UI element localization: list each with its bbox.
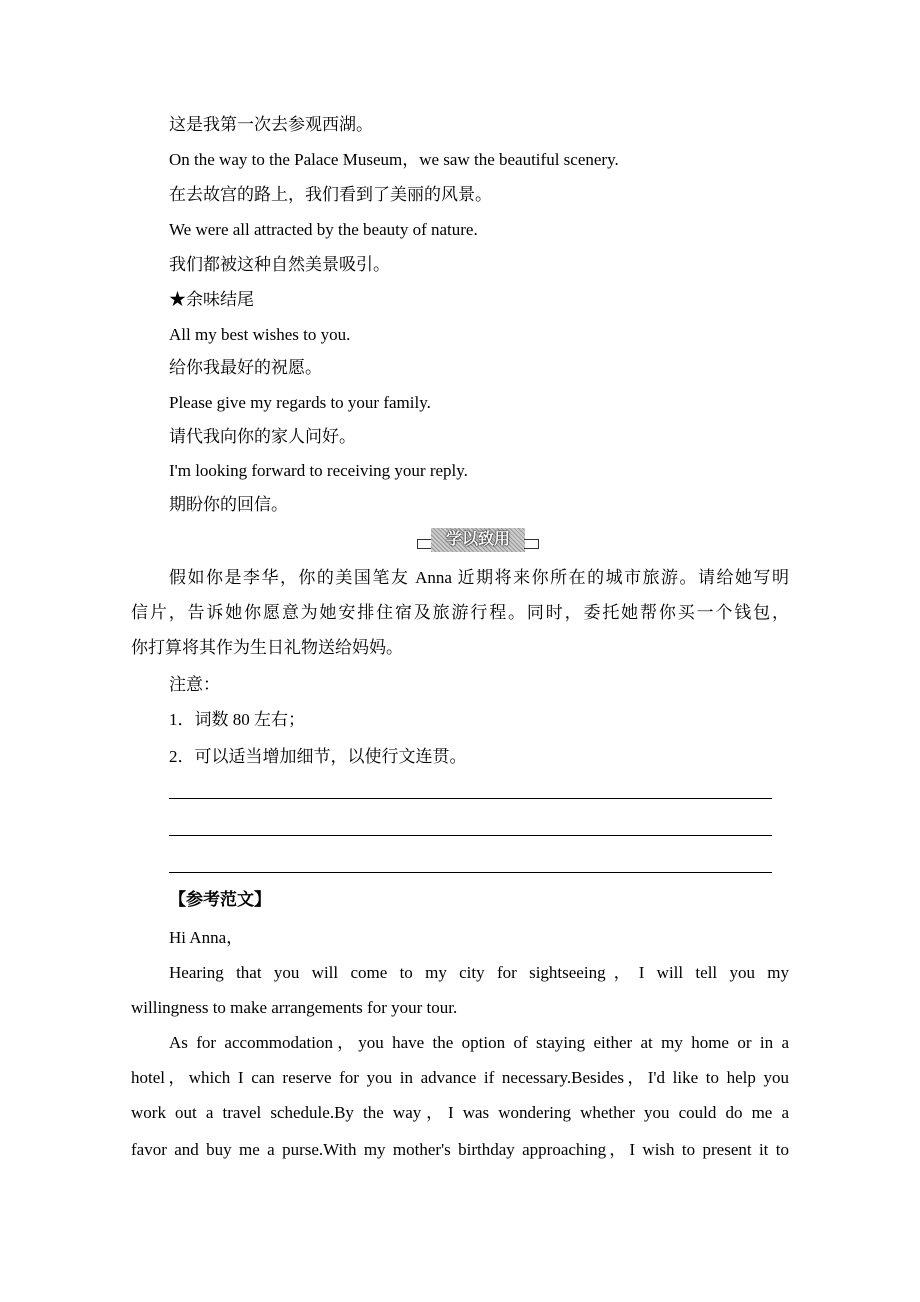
task-line: 假如你是李华，你的美国笔友 Anna 近期将来你所在的城市旅游。请给她写明 bbox=[169, 568, 789, 587]
sample-label: 【参考范文】 bbox=[169, 890, 271, 909]
paragraph-line: As for accommodation，you have the option of staying either at my home or in a bbox=[169, 1033, 789, 1052]
text-line: We were all attracted by the beauty of nature. bbox=[169, 220, 478, 239]
section-header bbox=[417, 528, 539, 552]
text-line: 给你我最好的祝愿。 bbox=[169, 358, 322, 377]
paragraph-line: willingness to make arrangements for your tour. bbox=[131, 998, 458, 1017]
paragraph-line: work out a travel schedule.By the way，I was wondering whether you could do me a bbox=[131, 1103, 789, 1122]
paragraph-line: Hearing that you will come to my city for sightseeing，I will tell you my bbox=[169, 963, 789, 982]
paragraph-line: favor and buy me a purse.With my mother's birthday approaching，I wish to present it to bbox=[131, 1140, 789, 1159]
text-line: All my best wishes to you. bbox=[169, 325, 351, 344]
header-decoration bbox=[417, 539, 432, 549]
answer-line bbox=[169, 835, 772, 836]
text-line: 请代我向你的家人问好。 bbox=[169, 427, 356, 446]
answer-line bbox=[169, 872, 772, 873]
text-line: 这是我第一次去参观西湖。 bbox=[169, 115, 373, 134]
text-line: Please give my regards to your family. bbox=[169, 393, 431, 412]
notes-label: 注意： bbox=[169, 675, 220, 694]
text-line: 期盼你的回信。 bbox=[169, 495, 288, 514]
text-line: 我们都被这种自然美景吸引。 bbox=[169, 255, 390, 274]
answer-line bbox=[169, 798, 772, 799]
text-line: On the way to the Palace Museum，we saw the beautiful scenery. bbox=[169, 150, 619, 169]
text-line: I'm looking forward to receiving your reply. bbox=[169, 461, 468, 480]
note-item: 2．可以适当增加细节，以使行文连贯。 bbox=[169, 747, 467, 766]
text-line: 在去故宫的路上，我们看到了美丽的风景。 bbox=[169, 185, 492, 204]
subheading: ★余味结尾 bbox=[169, 290, 254, 309]
paragraph-line: hotel，which I can reserve for you in advance if necessary.Besides，I'd like to help you bbox=[131, 1068, 789, 1087]
greeting: Hi Anna， bbox=[169, 928, 244, 947]
task-line: 你打算将其作为生日礼物送给妈妈。 bbox=[131, 638, 403, 657]
section-title: 学以致用 bbox=[431, 528, 525, 552]
task-line: 信片，告诉她你愿意为她安排住宿及旅游行程。同时，委托她帮你买一个钱包， bbox=[131, 603, 789, 622]
note-item: 1．词数 80 左右； bbox=[169, 710, 305, 729]
header-decoration bbox=[524, 539, 539, 549]
